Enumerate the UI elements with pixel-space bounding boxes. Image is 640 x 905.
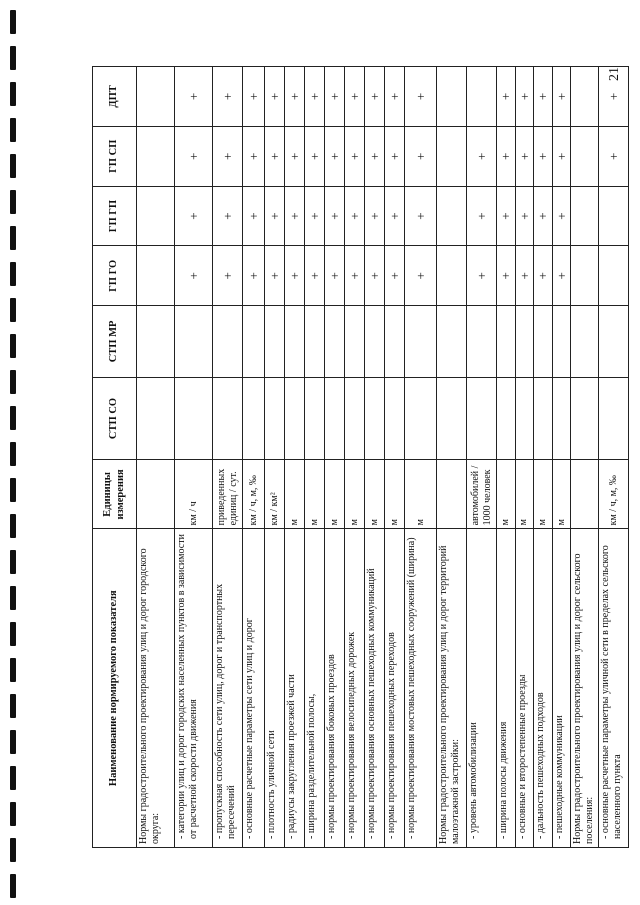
row-unit: м [515, 460, 534, 529]
row-mark: + [285, 246, 305, 306]
row-mark: + [405, 246, 437, 306]
row-mark [437, 186, 467, 246]
row-mark [137, 306, 175, 377]
row-mark: + [467, 126, 497, 186]
row-mark: + [599, 126, 629, 186]
row-mark [175, 377, 213, 460]
row-mark [552, 377, 571, 460]
table-row [305, 67, 325, 848]
row-name: - уровень автомобилизации [467, 529, 497, 848]
row-name: - основные расчетные параметры уличной сети в пределах сельского населенного пункта [599, 529, 629, 848]
row-unit [571, 460, 599, 529]
row-mark: + [365, 126, 385, 186]
table-row [325, 67, 345, 848]
binding-hole [10, 802, 16, 826]
row-unit [437, 460, 467, 529]
row-mark [265, 306, 285, 377]
row-mark: + [552, 126, 571, 186]
row-name: - нормы проектирования боковых проездов [325, 529, 345, 848]
row-mark [571, 126, 599, 186]
row-mark [571, 377, 599, 460]
row-mark [497, 306, 516, 377]
row-mark [552, 306, 571, 377]
row-mark: + [213, 126, 243, 186]
row-mark: + [534, 246, 553, 306]
row-mark [437, 246, 467, 306]
binding-hole [10, 406, 16, 430]
row-name: - ширина полосы движения [497, 529, 516, 848]
row-mark [599, 306, 629, 377]
row-name: - нормы проектирования мостовых пешеходных сооружений (ширина) [405, 529, 437, 848]
row-mark: + [467, 186, 497, 246]
norms-table [92, 66, 629, 848]
row-mark [534, 306, 553, 377]
row-mark [405, 377, 437, 460]
row-mark: + [265, 126, 285, 186]
row-name: - радиусы закругления проезжей части [285, 529, 305, 848]
row-unit: м [385, 460, 405, 529]
binding-hole [10, 514, 16, 538]
row-mark [285, 377, 305, 460]
row-mark: + [385, 67, 405, 127]
header-unit: Единицы измерения [93, 460, 137, 529]
binding-hole [10, 118, 16, 142]
row-name: - категории улиц и дорог городских населенных пунктов в зависимости от расчетной скорости движения [175, 529, 213, 848]
binding-hole [10, 262, 16, 286]
row-mark [405, 306, 437, 377]
row-mark: + [213, 67, 243, 127]
table-row [571, 67, 599, 848]
page-number: 21 [607, 67, 622, 81]
row-unit: м [325, 460, 345, 529]
binding-hole [10, 478, 16, 502]
binding-hole [10, 550, 16, 574]
row-mark: + [515, 67, 534, 127]
row-mark [345, 306, 365, 377]
row-mark: + [385, 186, 405, 246]
row-mark: + [305, 126, 325, 186]
row-mark: + [175, 126, 213, 186]
row-unit: автомобилей / 1000 человек [467, 460, 497, 529]
row-mark: + [365, 186, 385, 246]
table-row [213, 67, 243, 848]
row-mark: + [265, 186, 285, 246]
row-unit: приведенных единиц / сут. [213, 460, 243, 529]
row-mark [243, 306, 265, 377]
row-mark [345, 377, 365, 460]
row-unit: м [345, 460, 365, 529]
row-mark: + [599, 67, 629, 127]
table-row [385, 67, 405, 848]
row-mark: + [552, 186, 571, 246]
row-name: - ширина разделительной полосы, [305, 529, 325, 848]
row-mark: + [497, 246, 516, 306]
row-mark [137, 186, 175, 246]
row-mark: + [385, 126, 405, 186]
row-mark: + [534, 67, 553, 127]
table-row [137, 67, 175, 848]
row-mark [305, 377, 325, 460]
row-mark [137, 246, 175, 306]
rotated-table-container [92, 66, 624, 848]
binding-hole [10, 838, 16, 862]
row-mark: + [305, 246, 325, 306]
row-mark: + [497, 67, 516, 127]
header-name: Наименование нормируемого показателя [93, 529, 137, 848]
row-mark [599, 186, 629, 246]
binding-hole [10, 766, 16, 790]
row-mark: + [243, 67, 265, 127]
row-mark: + [345, 67, 365, 127]
binding-hole [10, 154, 16, 178]
row-mark: + [285, 67, 305, 127]
table-row [467, 67, 497, 848]
row-mark [285, 306, 305, 377]
binding-hole [10, 334, 16, 358]
row-name: - нормы проектирования основных пешеходных коммуникаций [365, 529, 385, 848]
row-mark [175, 306, 213, 377]
row-name: - основные и второстепенные проезды [515, 529, 534, 848]
row-mark [571, 186, 599, 246]
row-mark [599, 246, 629, 306]
binding-hole [10, 694, 16, 718]
row-mark [137, 126, 175, 186]
row-name: - нормы проектирования велосипедных дорожек [345, 529, 365, 848]
binding-hole [10, 46, 16, 70]
row-mark [534, 377, 553, 460]
row-mark: + [552, 67, 571, 127]
row-mark: + [515, 186, 534, 246]
row-mark [305, 306, 325, 377]
row-mark: + [325, 186, 345, 246]
row-mark: + [243, 186, 265, 246]
binding-hole [10, 874, 16, 898]
row-mark [137, 67, 175, 127]
row-mark: + [515, 126, 534, 186]
table-row [285, 67, 305, 848]
row-mark [365, 306, 385, 377]
row-mark: + [305, 67, 325, 127]
row-mark: + [405, 126, 437, 186]
row-mark: + [243, 126, 265, 186]
table-row [175, 67, 213, 848]
binding-hole [10, 442, 16, 466]
table-row [405, 67, 437, 848]
binding-hole [10, 226, 16, 250]
row-name: - дальность пешеходных подходов [534, 529, 553, 848]
row-mark: + [175, 67, 213, 127]
row-name: - пешеходные коммуникации [552, 529, 571, 848]
table-row [243, 67, 265, 848]
row-name: Нормы градостроительного проектирования улиц и дорог сельского поселения: [571, 529, 599, 848]
row-mark: + [265, 67, 285, 127]
row-unit: м [285, 460, 305, 529]
row-mark: + [345, 126, 365, 186]
row-mark: + [365, 67, 385, 127]
row-mark [213, 377, 243, 460]
table-row [497, 67, 516, 848]
row-name: - плотность уличной сети [265, 529, 285, 848]
table-row [552, 67, 571, 848]
row-mark: + [405, 67, 437, 127]
binding-hole [10, 82, 16, 106]
row-mark [385, 306, 405, 377]
row-mark: + [497, 186, 516, 246]
row-mark: + [515, 246, 534, 306]
row-mark [137, 377, 175, 460]
table-row [437, 67, 467, 848]
row-unit: км / ч, м, ‰ [243, 460, 265, 529]
row-mark: + [534, 126, 553, 186]
row-mark: + [213, 246, 243, 306]
binding-hole [10, 190, 16, 214]
row-mark [467, 67, 497, 127]
row-mark: + [467, 246, 497, 306]
row-mark: + [552, 246, 571, 306]
row-mark [571, 306, 599, 377]
table-row [515, 67, 534, 848]
row-mark [467, 377, 497, 460]
header-col-gp-go: ГП ГО [93, 246, 137, 306]
binding-hole [10, 658, 16, 682]
row-unit: м [365, 460, 385, 529]
binding-hole [10, 10, 16, 34]
binding-hole [10, 730, 16, 754]
row-mark [437, 306, 467, 377]
row-mark [365, 377, 385, 460]
row-mark: + [213, 186, 243, 246]
table-row [365, 67, 385, 848]
binding-hole [10, 370, 16, 394]
row-mark: + [285, 186, 305, 246]
header-col-dpt: ДПТ [93, 67, 137, 127]
header-col-stp-mr: СТП МР [93, 306, 137, 377]
table-row [345, 67, 365, 848]
row-mark [571, 67, 599, 127]
row-unit: км / км² [265, 460, 285, 529]
row-mark: + [325, 126, 345, 186]
row-mark [265, 377, 285, 460]
row-mark: + [305, 186, 325, 246]
row-mark: + [497, 126, 516, 186]
row-mark: + [534, 186, 553, 246]
row-mark [467, 306, 497, 377]
row-mark [213, 306, 243, 377]
table-row [534, 67, 553, 848]
header-col-stp-so: СТП СО [93, 377, 137, 460]
row-mark: + [345, 246, 365, 306]
row-mark [515, 306, 534, 377]
row-mark [515, 377, 534, 460]
header-col-gp-sp: ГП СП [93, 126, 137, 186]
row-mark: + [325, 246, 345, 306]
row-mark: + [265, 246, 285, 306]
binding-hole [10, 298, 16, 322]
row-mark [599, 377, 629, 460]
row-mark [437, 377, 467, 460]
row-mark: + [285, 126, 305, 186]
binding-hole [10, 622, 16, 646]
row-mark: + [345, 186, 365, 246]
row-name: - пропускная способность сети улиц, дорог и транспортных пересечений [213, 529, 243, 848]
row-name: Нормы градостроительного проектирования улиц и дорог территорий малоэтажной застройки: [437, 529, 467, 848]
row-mark: + [325, 67, 345, 127]
row-unit: м [534, 460, 553, 529]
binding-hole [10, 586, 16, 610]
row-unit: км / ч, м, ‰ [599, 460, 629, 529]
row-mark: + [243, 246, 265, 306]
header-col-gp-gp: ГП ГП [93, 186, 137, 246]
row-mark [437, 126, 467, 186]
row-mark [243, 377, 265, 460]
row-mark [571, 246, 599, 306]
row-mark: + [175, 186, 213, 246]
row-mark: + [175, 246, 213, 306]
row-name: - нормы проектирования пешеходных переходов [385, 529, 405, 848]
row-unit [137, 460, 175, 529]
binding-holes [10, 0, 20, 905]
table-row [599, 67, 629, 848]
row-name: - основные расчетные параметры сети улиц и дорог [243, 529, 265, 848]
row-mark: + [385, 246, 405, 306]
row-mark: + [365, 246, 385, 306]
row-unit: м [552, 460, 571, 529]
row-mark [325, 306, 345, 377]
row-unit: м [497, 460, 516, 529]
row-mark [437, 67, 467, 127]
row-mark [497, 377, 516, 460]
row-unit: м [305, 460, 325, 529]
row-name: Нормы градостроительного проектирования улиц и дорог городского округа: [137, 529, 175, 848]
table-header-row [93, 67, 137, 848]
row-unit: км / ч [175, 460, 213, 529]
table-row [265, 67, 285, 848]
row-mark [325, 377, 345, 460]
row-mark: + [405, 186, 437, 246]
row-unit: м [405, 460, 437, 529]
row-mark [385, 377, 405, 460]
